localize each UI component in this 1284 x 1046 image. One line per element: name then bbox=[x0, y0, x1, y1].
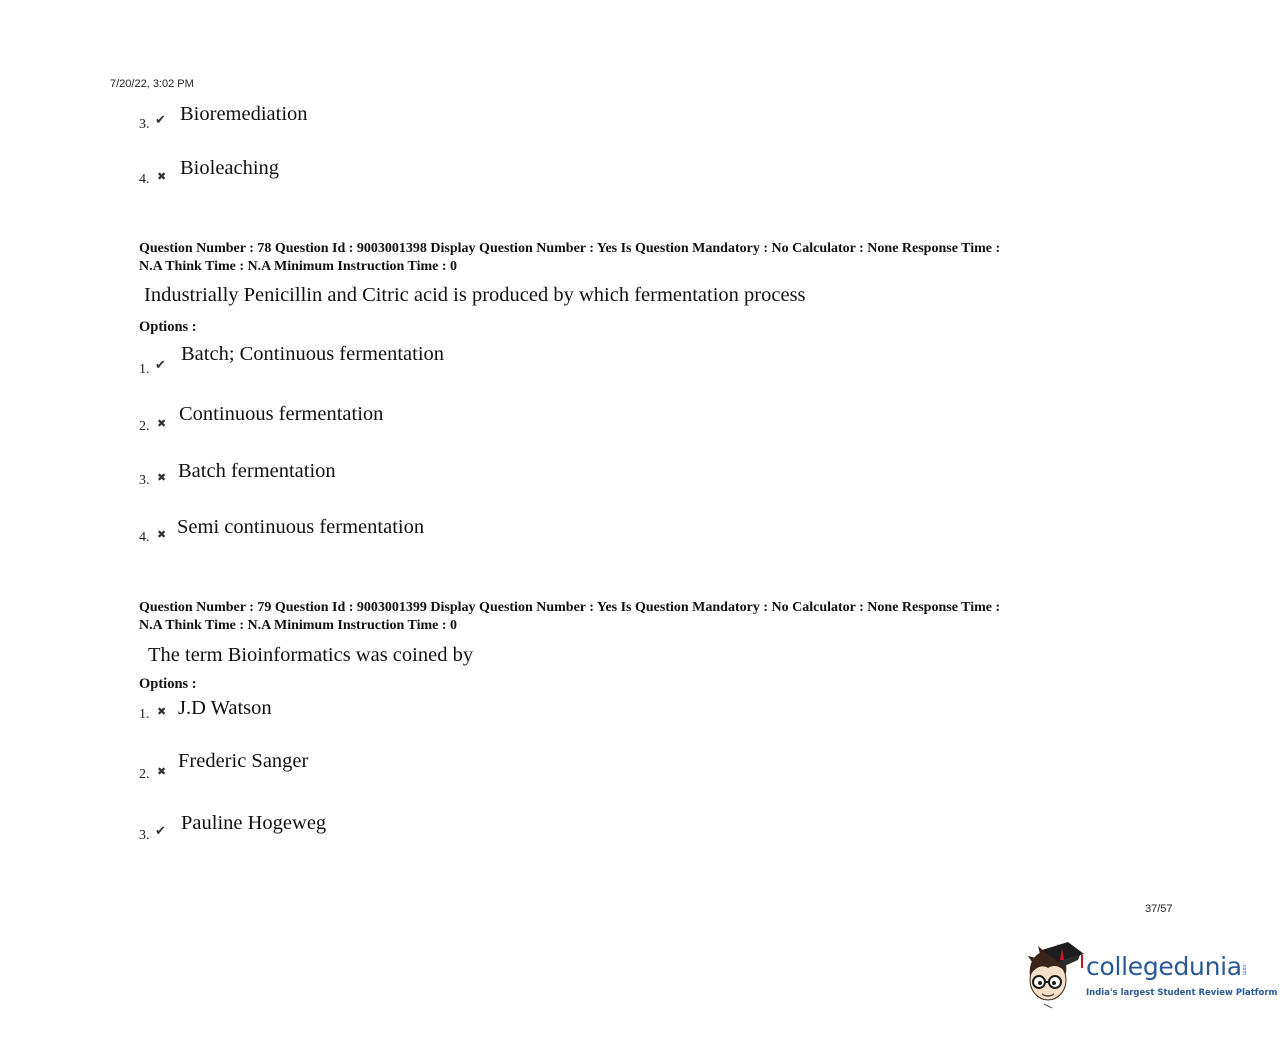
question-text: The term Bioinformatics was coined by bbox=[148, 644, 474, 666]
cross-mark-icon: ✖ bbox=[157, 471, 167, 484]
options-label: Options : bbox=[139, 676, 197, 692]
option-number: 4. bbox=[139, 530, 150, 545]
option-number: 2. bbox=[139, 767, 150, 782]
brand-domain-suffix: .com bbox=[1241, 963, 1247, 976]
brand-name: collegedunia bbox=[1086, 952, 1242, 981]
print-timestamp: 7/20/22, 3:02 PM bbox=[110, 78, 194, 90]
page-number: 37/57 bbox=[1145, 903, 1173, 915]
cross-mark-icon: ✖ bbox=[157, 765, 167, 778]
option-text: Bioremediation bbox=[180, 103, 308, 125]
option-number: 2. bbox=[139, 419, 150, 434]
option-number: 1. bbox=[139, 707, 150, 722]
option-text: Batch fermentation bbox=[178, 460, 336, 482]
question-meta-line: N.A Think Time : N.A Minimum Instruction Time : 0 bbox=[139, 259, 458, 274]
option-number: 3. bbox=[139, 117, 150, 132]
question-text: Industrially Penicillin and Citric acid is produced by which fermentation process bbox=[144, 284, 806, 306]
option-text: Bioleaching bbox=[180, 157, 280, 179]
mascot-graduate-icon bbox=[1024, 938, 1086, 1010]
option-text: J.D Watson bbox=[178, 697, 272, 719]
option-text: Batch; Continuous fermentation bbox=[181, 343, 445, 365]
cross-mark-icon: ✖ bbox=[157, 705, 167, 718]
options-label: Options : bbox=[139, 319, 197, 335]
brand-tagline: India's largest Student Review Platform bbox=[1086, 988, 1278, 998]
option-number: 1. bbox=[139, 362, 150, 377]
question-meta bbox=[139, 240, 1149, 276]
option-number: 3. bbox=[139, 473, 150, 488]
check-mark-icon: ✔ bbox=[155, 824, 166, 839]
cross-mark-icon: ✖ bbox=[157, 528, 167, 541]
check-mark-icon: ✔ bbox=[155, 113, 166, 128]
check-mark-icon: ✔ bbox=[155, 358, 166, 373]
option-text: Frederic Sanger bbox=[178, 750, 309, 772]
cross-mark-icon: ✖ bbox=[157, 170, 167, 183]
question-meta bbox=[139, 599, 1149, 635]
question-meta-line: N.A Think Time : N.A Minimum Instruction Time : 0 bbox=[139, 618, 458, 633]
cross-mark-icon: ✖ bbox=[157, 417, 167, 430]
option-text: Pauline Hogeweg bbox=[181, 812, 327, 834]
option-number: 3. bbox=[139, 828, 150, 843]
option-text: Semi continuous fermentation bbox=[177, 516, 425, 538]
question-meta-line: Question Number : 79 Question Id : 9003001399 Display Question Number : Yes Is Question Mandatory : No Calculator : None Response Time : bbox=[139, 600, 1001, 615]
option-number: 4. bbox=[139, 172, 150, 187]
question-meta-line: Question Number : 78 Question Id : 9003001398 Display Question Number : Yes Is Question Mandatory : No Calculator : None Response Time : bbox=[139, 241, 1001, 256]
option-text: Continuous fermentation bbox=[179, 403, 384, 425]
